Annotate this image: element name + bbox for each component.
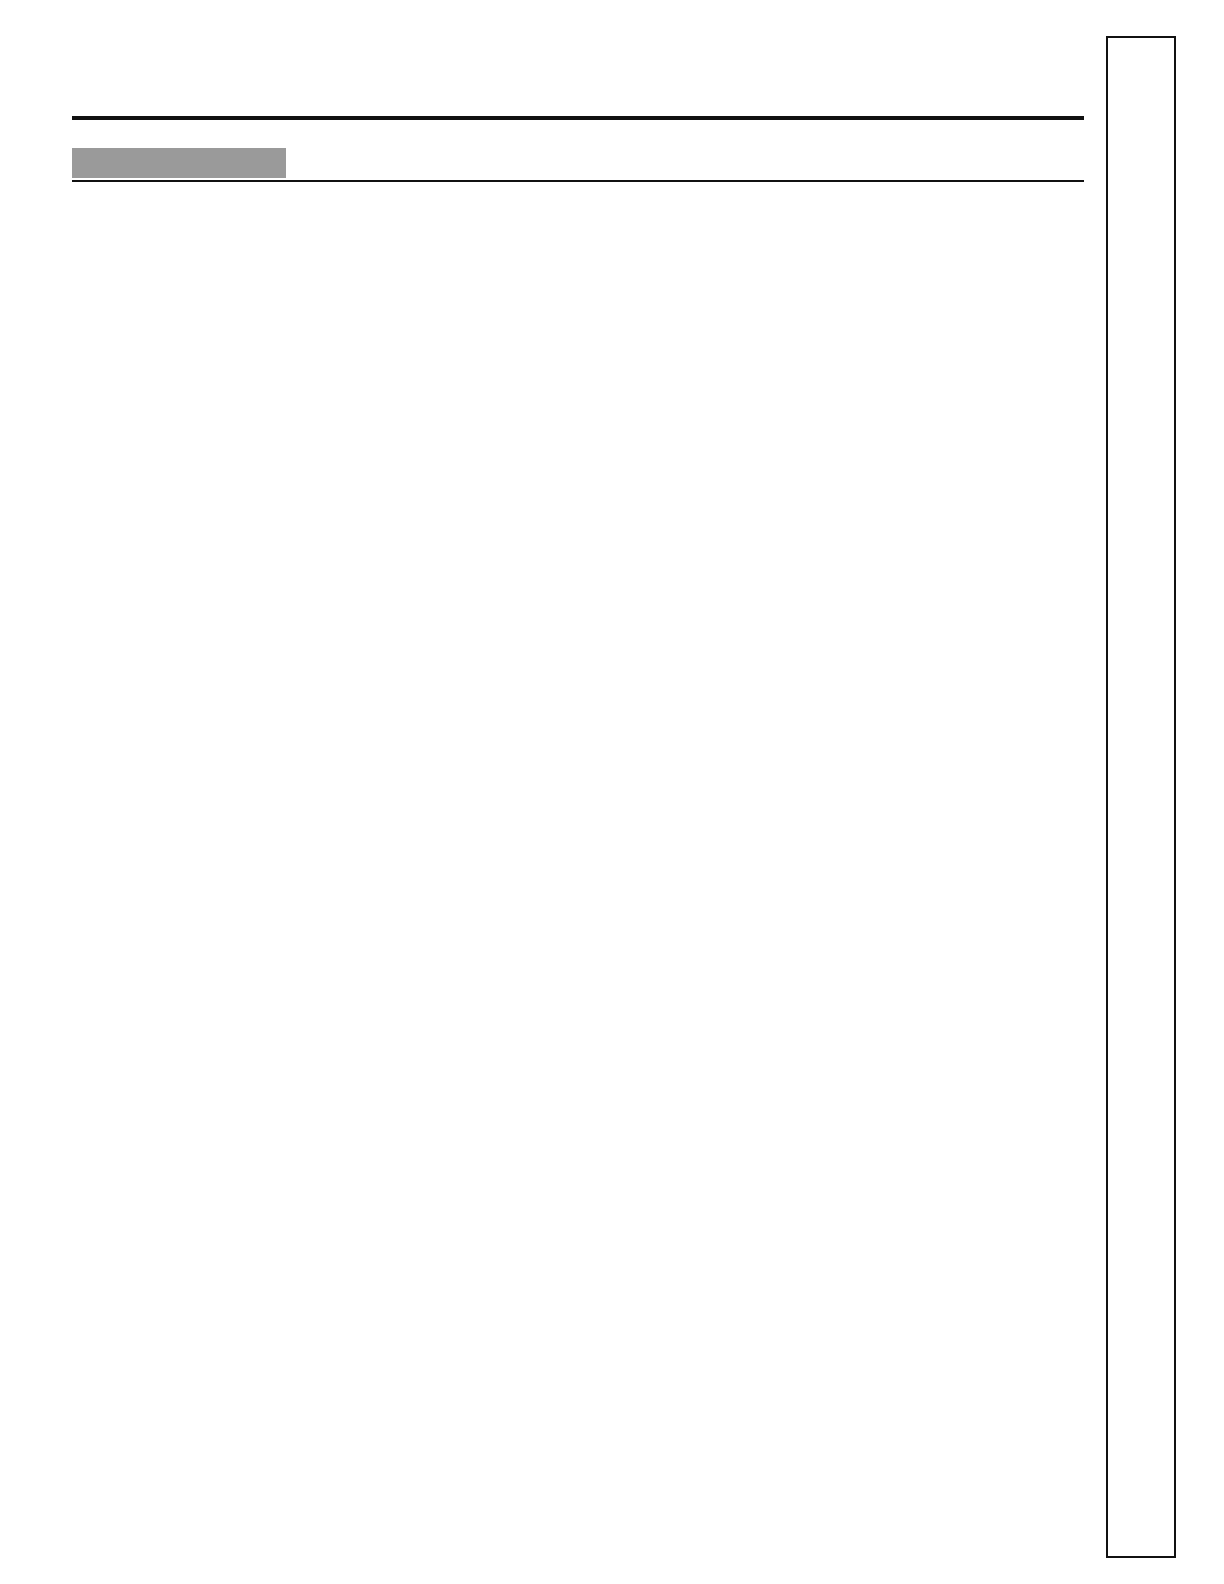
top-rule	[72, 116, 1084, 120]
table-header	[72, 148, 1084, 182]
header-problem-cell	[72, 148, 286, 178]
section-tabs	[1106, 36, 1176, 1558]
